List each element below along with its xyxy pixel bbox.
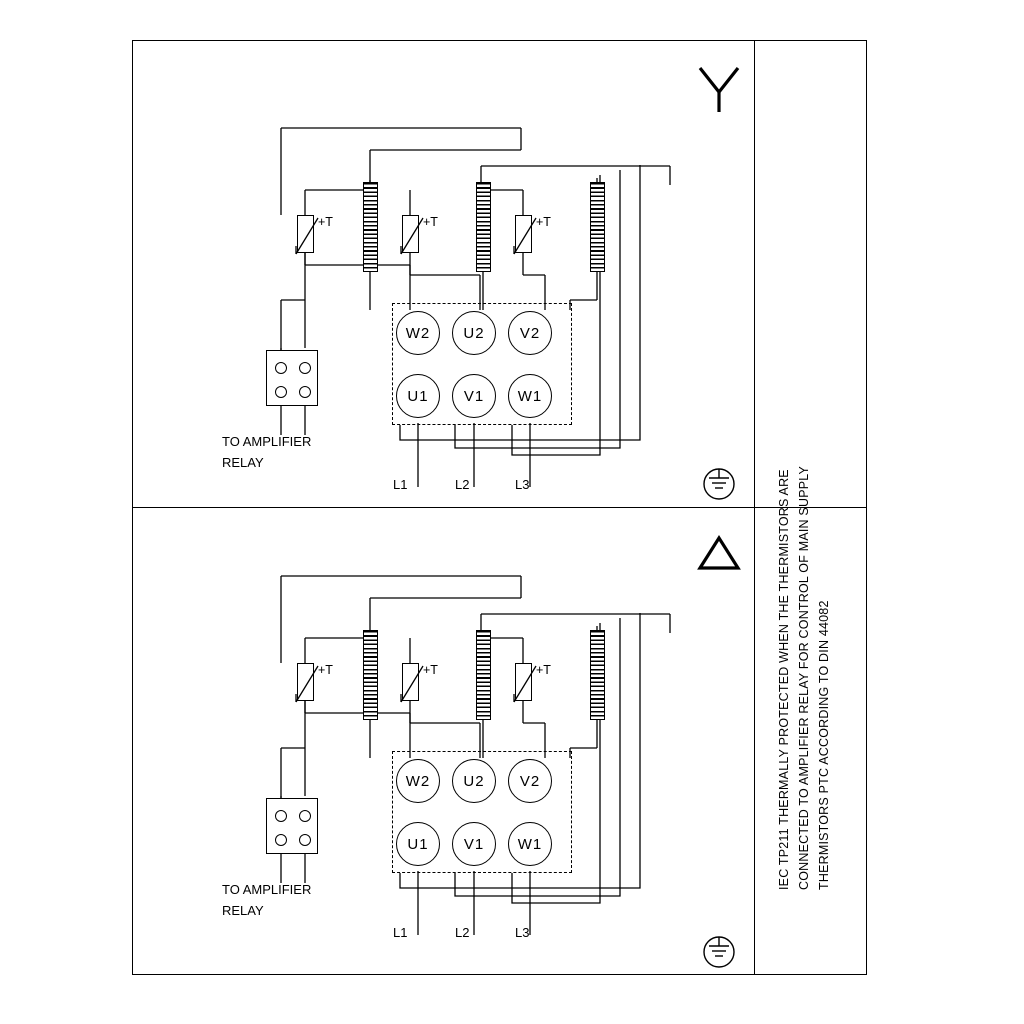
terminal-v2: V2 (508, 759, 552, 803)
ptc-label: +T (423, 215, 438, 229)
terminal-w1: W1 (508, 374, 552, 418)
supply-label-l3: L3 (515, 477, 530, 492)
motor-winding-coil (590, 630, 605, 720)
amplifier-connector-block (266, 798, 318, 854)
terminal-v1: V1 (452, 374, 496, 418)
supply-label-l1: L1 (393, 477, 408, 492)
motor-winding-coil (476, 182, 491, 272)
ptc-label: +T (318, 215, 333, 229)
ptc-thermistor (297, 215, 314, 253)
terminal-u1: U1 (396, 374, 440, 418)
amplifier-relay-label-line2: RELAY (222, 455, 264, 470)
connector-terminal-dot (299, 362, 311, 374)
supply-label-l3: L3 (515, 925, 530, 940)
terminal-v1: V1 (452, 822, 496, 866)
supply-label-l2: L2 (455, 925, 470, 940)
ptc-label: +T (423, 663, 438, 677)
motor-winding-coil (590, 182, 605, 272)
amplifier-relay-label-line2: RELAY (222, 903, 264, 918)
amplifier-relay-label-line1: TO AMPLIFIER (222, 882, 312, 897)
connector-terminal-dot (299, 810, 311, 822)
ptc-thermistor (297, 663, 314, 701)
ptc-label: +T (536, 215, 551, 229)
ptc-thermistor (402, 215, 419, 253)
terminal-w1: W1 (508, 822, 552, 866)
terminal-u2: U2 (452, 311, 496, 355)
note-line-1: IEC TP211 THERMALLY PROTECTED WHEN THE THERMISTORS ARE (777, 469, 791, 890)
ptc-label: +T (536, 663, 551, 677)
ptc-thermistor (402, 663, 419, 701)
ptc-thermistor (515, 663, 532, 701)
panel-divider-vertical (754, 40, 755, 975)
motor-winding-coil (363, 630, 378, 720)
note-line-2: CONNECTED TO AMPLIFIER RELAY FOR CONTROL OF MAIN SUPPLY (797, 465, 811, 890)
note-line-3: THERMISTORS PTC ACCORDING TO DIN 44082 (817, 600, 831, 890)
note-block (760, 250, 870, 890)
connector-terminal-dot (275, 834, 287, 846)
ptc-thermistor (515, 215, 532, 253)
terminal-u1: U1 (396, 822, 440, 866)
supply-label-l2: L2 (455, 477, 470, 492)
amplifier-relay-label-line1: TO AMPLIFIER (222, 434, 312, 449)
ptc-label: +T (318, 663, 333, 677)
terminal-w2: W2 (396, 759, 440, 803)
connector-terminal-dot (299, 834, 311, 846)
supply-label-l1: L1 (393, 925, 408, 940)
connector-terminal-dot (275, 362, 287, 374)
terminal-u2: U2 (452, 759, 496, 803)
terminal-w2: W2 (396, 311, 440, 355)
connector-terminal-dot (275, 386, 287, 398)
motor-winding-coil (363, 182, 378, 272)
connector-terminal-dot (275, 810, 287, 822)
amplifier-connector-block (266, 350, 318, 406)
motor-winding-coil (476, 630, 491, 720)
connector-terminal-dot (299, 386, 311, 398)
terminal-v2: V2 (508, 311, 552, 355)
panel-divider-horizontal (132, 507, 867, 508)
